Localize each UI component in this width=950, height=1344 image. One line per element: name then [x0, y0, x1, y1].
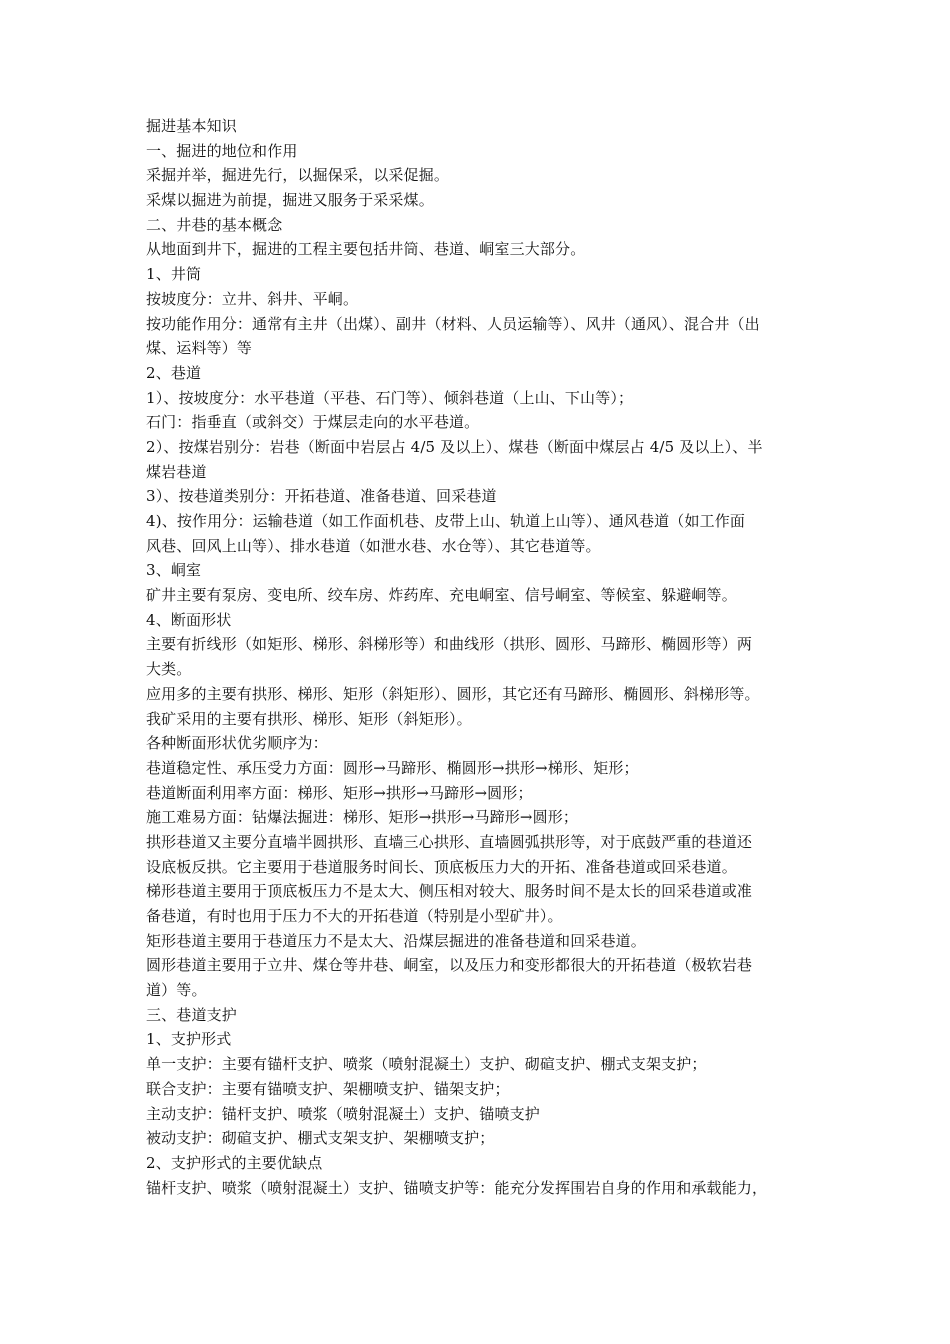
text-line: 圆形巷道主要用于立井、煤仓等井巷、峒室，以及压力和变形都很大的开拓巷道（极软岩巷 [146, 956, 753, 975]
text-line: 梯形巷道主要用于顶底板压力不是太大、侧压相对较大、服务时间不是太长的回采巷道或准 [146, 882, 753, 901]
text-line: 主动支护：锚杆支护、喷浆（喷射混凝土）支护、锚喷支护 [146, 1104, 540, 1123]
section-heading: 三、巷道支护 [146, 1005, 237, 1024]
text-line: 单一支护：主要有锚杆支护、喷浆（喷射混凝土）支护、砌碹支护、棚式支架支护； [146, 1055, 707, 1074]
text-line: 大类。 [146, 660, 192, 679]
text-line: 矿井主要有泵房、变电所、绞车房、炸药库、充电峒室、信号峒室、等候室、躲避峒等。 [146, 586, 737, 605]
text-line: 施工难易方面：钻爆法掘进：梯形、矩形→拱形→马蹄形→圆形； [146, 808, 579, 827]
text-line: 道）等。 [146, 981, 207, 1000]
section-heading: 二、井巷的基本概念 [146, 215, 283, 234]
subsection-heading: 1、井筒 [146, 265, 202, 284]
text-line: 应用多的主要有拱形、梯形、矩形（斜矩形）、圆形，其它还有马蹄形、椭圆形、斜梯形等。 [146, 684, 760, 703]
text-line: 备巷道，有时也用于压力不大的开拓巷道（特别是小型矿井）。 [146, 907, 563, 925]
subsection-heading: 1、支护形式 [146, 1030, 232, 1049]
text-line: 煤、运料等）等 [146, 339, 253, 358]
text-line: 从地面到井下，掘进的工程主要包括井筒、巷道、峒室三大部分。 [146, 240, 586, 259]
text-line: 石门：指垂直（或斜交）于煤层走向的水平巷道。 [146, 413, 480, 432]
subsection-heading: 2、巷道 [146, 363, 202, 382]
text-line: 按功能作用分：通常有主井（出煤）、副井（材料、人员运输等）、风井（通风）、混合井（出 [146, 314, 760, 333]
text-line: 3）、按巷道类别分：开拓巷道、准备巷道、回采巷道 [146, 487, 497, 506]
text-line: 采煤以掘进为前提，掘进又服务于采采煤。 [146, 191, 434, 210]
document-body [146, 114, 818, 1200]
text-line: 联合支护：主要有锚喷支护、架棚喷支护、锚架支护； [146, 1079, 510, 1098]
text-line: 拱形巷道又主要分直墙半圆拱形、直墙三心拱形、直墙圆弧拱形等，对于底鼓严重的巷道还 [146, 832, 753, 851]
text-line: 按坡度分：立井、斜井、平峒。 [146, 289, 359, 308]
subsection-heading: 3、峒室 [146, 561, 202, 580]
text-line: 风巷、回风上山等）、排水巷道（如泄水巷、水仓等）、其它巷道等。 [146, 536, 601, 555]
text-line: 主要有折线形（如矩形、梯形、斜梯形等）和曲线形（拱形、圆形、马蹄形、椭圆形等）两 [146, 635, 753, 654]
subsection-heading: 2、支护形式的主要优缺点 [146, 1153, 323, 1172]
text-line: 锚杆支护、喷浆（喷射混凝土）支护、锚喷支护等：能充分发挥围岩自身的作用和承载能力， [146, 1178, 768, 1197]
text-line: 被动支护：砌碹支护、棚式支架支护、架棚喷支护； [146, 1129, 495, 1148]
document-title: 掘进基本知识 [146, 117, 237, 135]
text-line: 矩形巷道主要用于巷道压力不是太大、沿煤层掘进的准备巷道和回采巷道。 [146, 931, 646, 950]
text-line: 巷道稳定性、承压受力方面：圆形→马蹄形、椭圆形→拱形→梯形、矩形； [146, 758, 639, 777]
text-line: 4)、按作用分：运输巷道（如工作面机巷、皮带上山、轨道上山等）、通风巷道（如工作面 [146, 512, 746, 530]
text-line: 巷道断面利用率方面：梯形、矩形→拱形→马蹄形→圆形； [146, 783, 533, 802]
text-line: 煤岩巷道 [146, 462, 207, 481]
text-line: 采掘并举，掘进先行，以掘保采，以采促掘。 [146, 166, 450, 185]
text-line: 我矿采用的主要有拱形、梯形、矩形（斜矩形）。 [146, 709, 472, 728]
text-line: 各种断面形状优劣顺序为： [146, 734, 328, 753]
subsection-heading: 4、断面形状 [146, 610, 232, 629]
text-line: 1）、按坡度分：水平巷道（平巷、石门等）、倾斜巷道（上山、下山等）； [146, 388, 634, 407]
text-line: 设底板反拱。它主要用于巷道服务时间长、顶底板压力大的开拓、准备巷道或回采巷道。 [146, 857, 737, 876]
text-line: 2）、按煤岩别分：岩巷（断面中岩层占 4/5 及以上）、煤巷（断面中煤层占 4/5 及以上）、半 [146, 437, 763, 456]
section-heading: 一、掘进的地位和作用 [146, 141, 298, 160]
